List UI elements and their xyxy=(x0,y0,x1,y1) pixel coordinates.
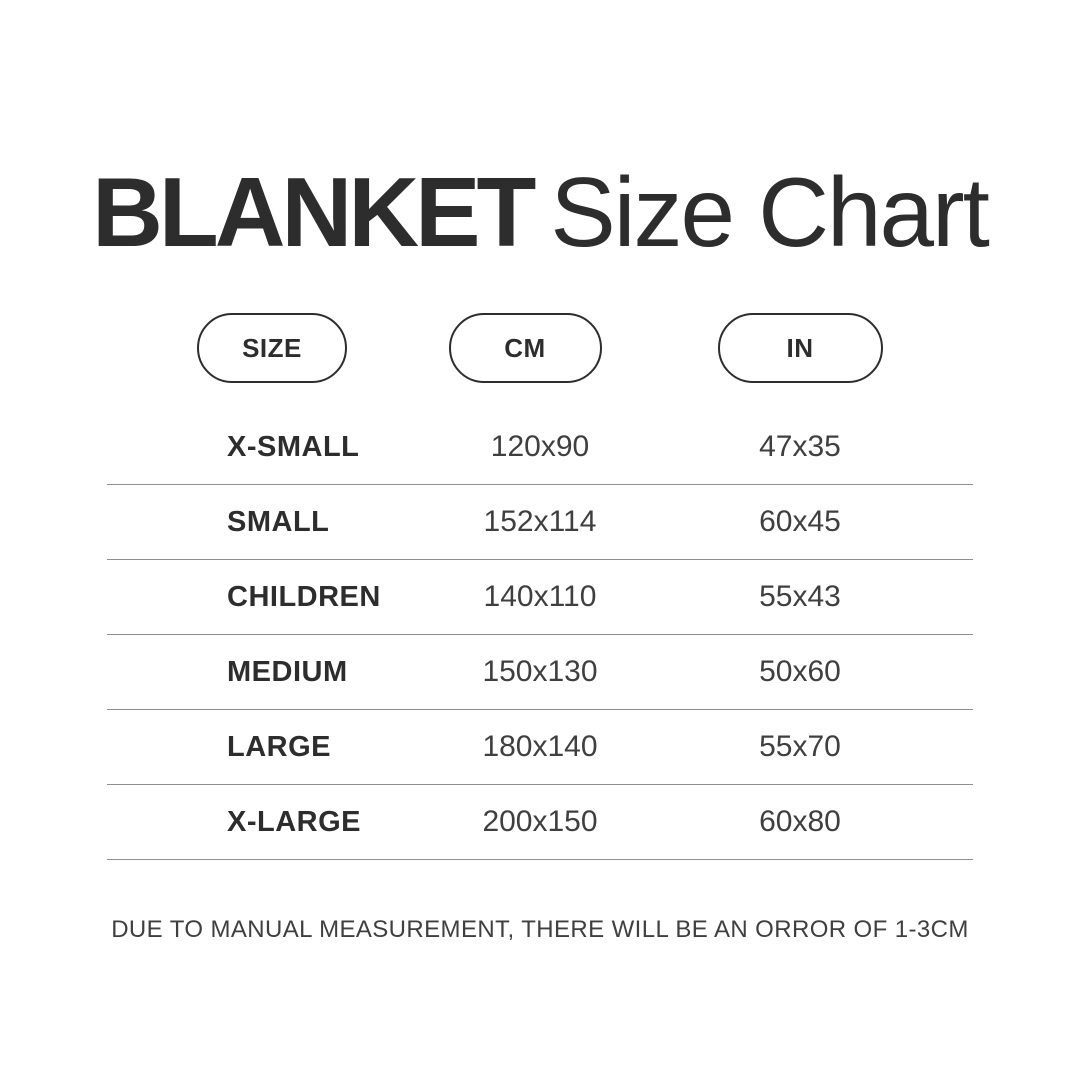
cm-value: 140x110 xyxy=(483,580,597,613)
page-title-suffix: Size Chart xyxy=(550,157,988,267)
size-label: X-LARGE xyxy=(227,805,361,838)
table-row xyxy=(107,410,973,485)
in-value: 55x70 xyxy=(759,730,841,763)
page-title-product: BLANKET xyxy=(92,157,533,267)
size-table xyxy=(107,410,973,860)
cm-value: 152x114 xyxy=(483,505,597,538)
in-value: 55x43 xyxy=(759,580,841,613)
cm-value: 180x140 xyxy=(482,730,598,763)
cm-value: 200x150 xyxy=(482,805,598,838)
size-label: LARGE xyxy=(227,730,331,763)
size-label: X-SMALL xyxy=(227,430,360,463)
table-row xyxy=(107,560,973,635)
in-value: 50x60 xyxy=(759,655,841,688)
cm-value: 120x90 xyxy=(490,430,590,463)
table-row xyxy=(107,635,973,710)
column-header-size: SIZE xyxy=(197,313,347,383)
table-row xyxy=(107,785,973,860)
cm-value: 150x130 xyxy=(482,655,598,688)
table-header-row xyxy=(107,313,973,383)
in-value: 60x80 xyxy=(759,805,841,838)
size-label: SMALL xyxy=(227,505,330,538)
column-header-cm: CM xyxy=(449,313,602,383)
measurement-disclaimer: DUE TO MANUAL MEASUREMENT, THERE WILL BE AN ORROR OF 1-3CM xyxy=(111,916,969,943)
column-header-in: IN xyxy=(718,313,883,383)
in-value: 60x45 xyxy=(759,505,841,538)
size-label: CHILDREN xyxy=(227,580,381,613)
table-row xyxy=(107,710,973,785)
in-value: 47x35 xyxy=(759,430,841,463)
page-title xyxy=(0,157,1080,267)
table-row xyxy=(107,485,973,560)
size-label: MEDIUM xyxy=(227,655,348,688)
